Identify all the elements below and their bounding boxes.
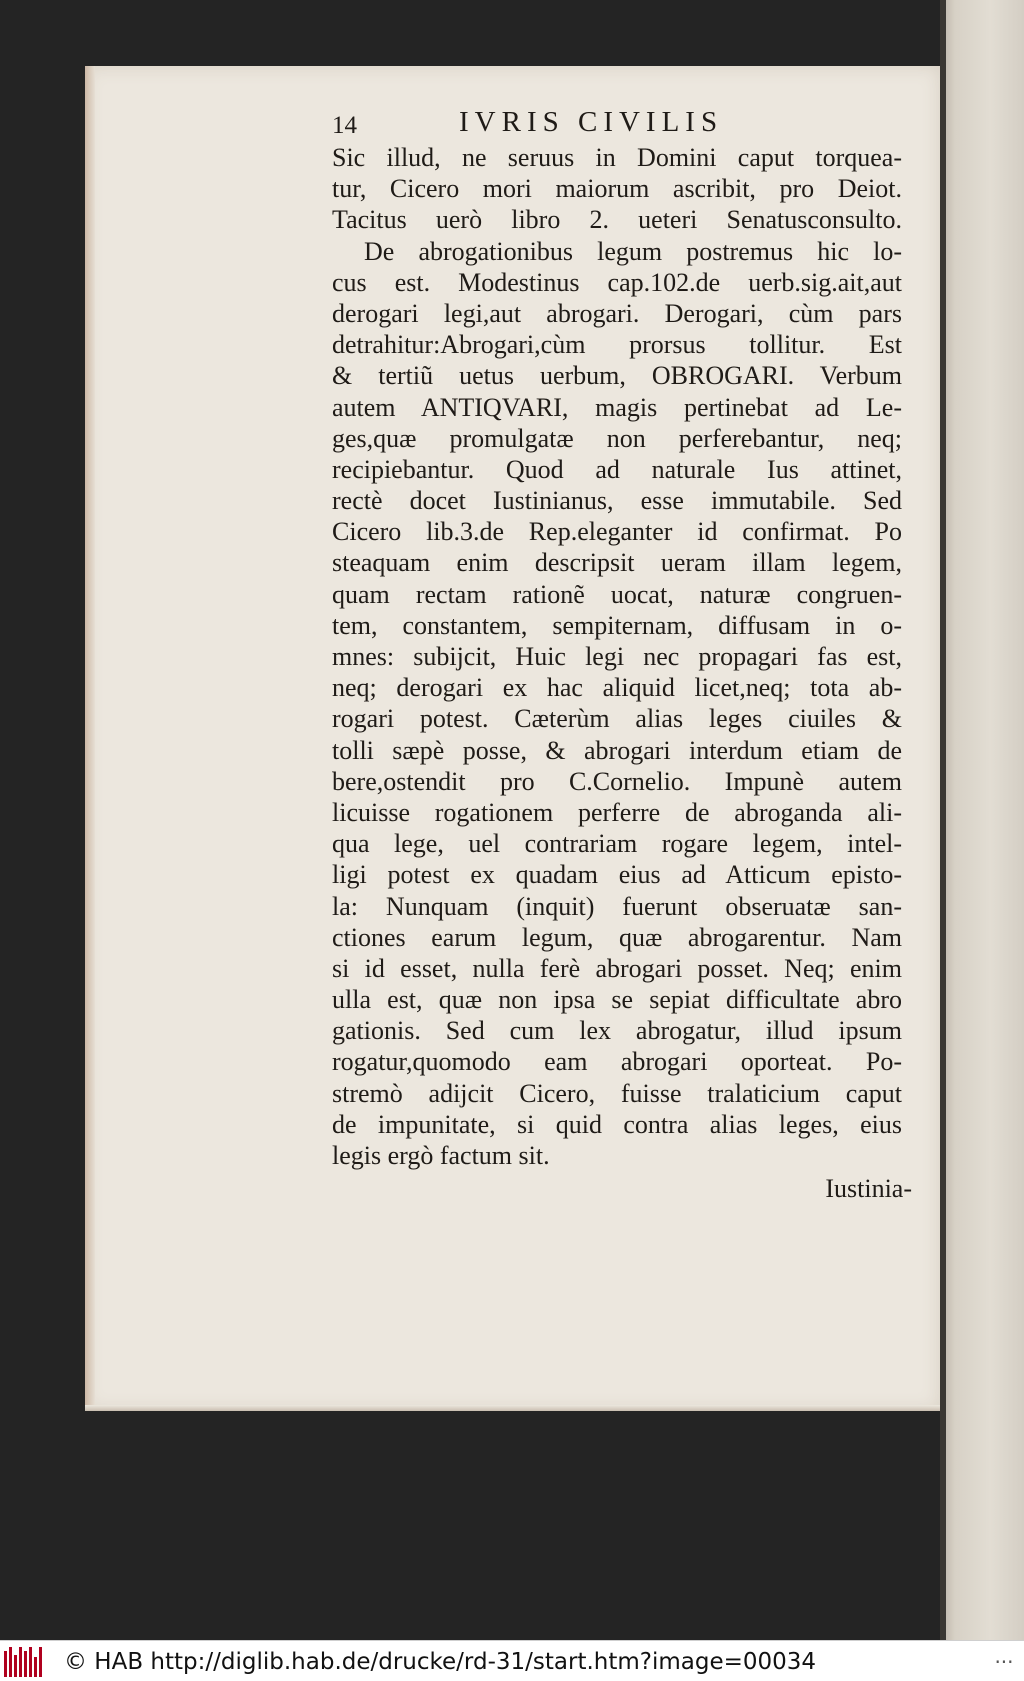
page-left-edge: [85, 66, 95, 1411]
page-number: 14: [332, 112, 357, 139]
text-line: rectè docet Iustinianus, esse immutabile. Sed: [332, 486, 902, 516]
logo-bar: [19, 1647, 22, 1677]
text-line: Cicero lib.3.de Rep.eleganter id confirmat. Po: [332, 517, 902, 547]
text-line: ctiones earum legum, quæ abrogarentur. Nam: [332, 922, 902, 952]
text-line: licuisse rogationem perferre de abroganda ali-: [332, 797, 902, 827]
binding-gutter: [940, 0, 946, 1640]
logo-bar: [24, 1651, 27, 1677]
body-text: [332, 142, 902, 1171]
catchword: Iustinia-: [825, 1174, 912, 1203]
copyright-url: © HAB http://diglib.hab.de/drucke/rd-31/start.htm?image=00034: [64, 1648, 817, 1675]
more-options-button[interactable]: ···: [994, 1649, 1014, 1674]
text-line: rogari potest. Cæterùm alias leges ciuiles &: [332, 704, 902, 734]
text-line: Sic illud, ne seruus in Domini caput torquea-: [332, 143, 902, 172]
running-head: [332, 106, 902, 142]
logo-bar: [34, 1657, 37, 1677]
text-line: detrahitur:Abrogari,cùm prorsus tollitur. Est: [332, 330, 902, 360]
logo-bar: [29, 1647, 32, 1677]
text-line: De abrogationibus legum postremus hic lo-: [364, 236, 902, 266]
text-line: ges,quæ promulgatæ non perferebantur, neq;: [332, 423, 902, 453]
text-line: de impunitate, si quid contra alias leges, eius: [332, 1109, 902, 1139]
logo-bar: [9, 1647, 12, 1677]
text-line: la: Nunquam (inquit) fuerunt obseruatæ san-: [332, 891, 902, 921]
text-line: autem ANTIQVARI, magis pertinebat ad Le-: [332, 392, 902, 422]
text-line: recipiebantur. Quod ad naturale Ius attinet,: [332, 454, 902, 484]
text-line: tur, Cicero mori maiorum ascribit, pro Deiot.: [332, 174, 902, 204]
hab-barcode-logo-icon: [4, 1647, 44, 1677]
text-line: cus est. Modestinus cap.102.de uerb.sig.ait,aut: [332, 267, 902, 297]
text-line: rogatur,quomodo eam abrogari oporteat. Po-: [332, 1047, 902, 1077]
book-page: [85, 66, 940, 1411]
page-heading: IVRIS CIVILIS: [459, 106, 724, 138]
text-line: derogari legi,aut abrogari. Derogari, cùm pars: [332, 298, 902, 328]
text-line: qua lege, uel contrariam rogare legem, intel-: [332, 829, 902, 859]
text-line: si id esset, nulla ferè abrogari posset. Neq; enim: [332, 953, 902, 983]
text-line: tem, constantem, sempiternam, diffusam in o-: [332, 610, 902, 640]
text-block: [332, 106, 902, 1171]
text-line: quam rectam rationẽ uocat, naturæ congruen-: [332, 579, 902, 609]
text-line: ulla est, quæ non ipsa se sepiat difficultate abro: [332, 985, 902, 1015]
page-bottom-edge: [85, 1405, 940, 1411]
text-line: gationis. Sed cum lex abrogatur, illud ipsum: [332, 1016, 902, 1046]
text-line: Tacitus uerò libro 2. ueteri Senatusconsulto.: [332, 205, 902, 235]
text-line: tolli sæpè posse, & abrogari interdum etiam de: [332, 735, 902, 765]
text-line: neq; derogari ex hac aliquid licet,neq; tota ab-: [332, 673, 902, 703]
text-line: legis ergò factum sit.: [332, 1141, 550, 1170]
text-line: ligi potest ex quadam eius ad Atticum episto-: [332, 860, 902, 890]
footer-bar: [0, 1640, 1024, 1681]
adjacent-page-edge: [940, 0, 1024, 1640]
text-line: & tertiũ uetus uerbum, OBROGARI. Verbum: [332, 361, 902, 391]
text-line: mnes: subijcit, Huic legi nec propagari fas est,: [332, 642, 902, 671]
text-line: bere,ostendit pro C.Cornelio. Impunè autem: [332, 766, 902, 796]
text-line: steaquam enim descripsit ueram illam legem,: [332, 548, 902, 578]
logo-bar: [14, 1655, 17, 1677]
text-line: stremò adijcit Cicero, fuisse tralaticium caput: [332, 1078, 902, 1108]
logo-bar: [39, 1647, 42, 1677]
logo-bar: [4, 1651, 7, 1677]
